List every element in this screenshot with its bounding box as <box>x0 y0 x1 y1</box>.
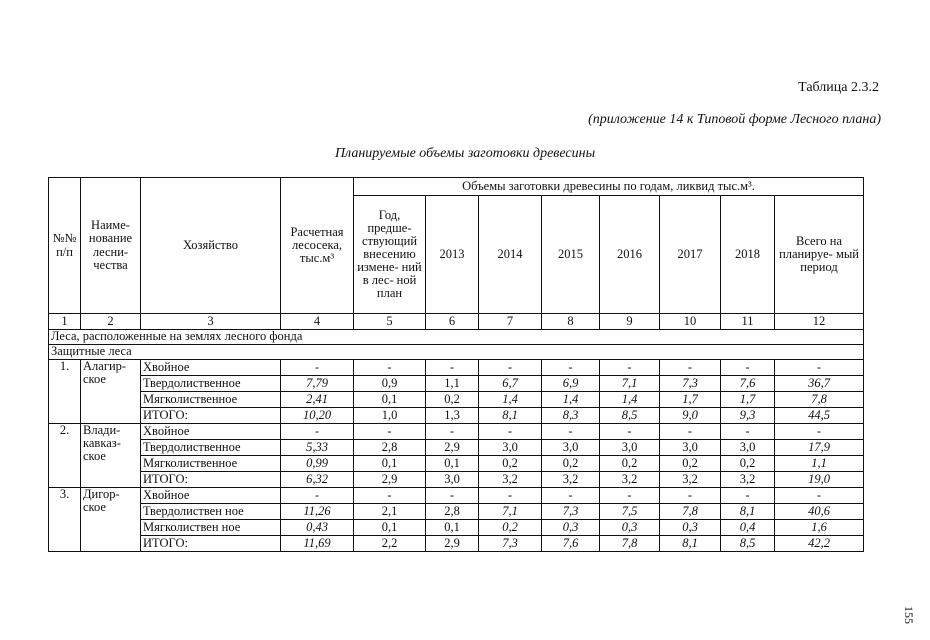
value-cell: - <box>281 424 354 440</box>
row-index: 2. <box>49 424 81 488</box>
farm-type: Хвойное <box>141 488 281 504</box>
value-cell: 0,99 <box>281 456 354 472</box>
value-cell: 0,1 <box>426 520 479 536</box>
column-number: 9 <box>600 314 660 330</box>
value-cell: 19,0 <box>775 472 864 488</box>
header-year: 2014 <box>479 196 542 314</box>
value-cell: 3,2 <box>721 472 775 488</box>
value-cell: 6,7 <box>479 376 542 392</box>
value-cell: 7,3 <box>660 376 721 392</box>
value-cell: 0,2 <box>479 456 542 472</box>
value-cell: 8,1 <box>479 408 542 424</box>
value-cell: 7,1 <box>600 376 660 392</box>
value-cell: 3,0 <box>426 472 479 488</box>
farm-type: Твердолиствен ное <box>141 504 281 520</box>
value-cell: - <box>600 360 660 376</box>
table-row <box>49 536 864 552</box>
header-name: Наиме- нование лесни- чества <box>81 178 141 314</box>
header-household: Хозяйство <box>141 178 281 314</box>
forestry-name: Алагир- ское <box>81 360 141 424</box>
value-cell: 2,1 <box>354 504 426 520</box>
column-numbers-row <box>49 314 864 330</box>
value-cell: - <box>600 488 660 504</box>
value-cell: 7,6 <box>542 536 600 552</box>
table-row <box>49 376 864 392</box>
farm-type: ИТОГО: <box>141 408 281 424</box>
value-cell: 44,5 <box>775 408 864 424</box>
value-cell: - <box>600 424 660 440</box>
value-cell: 7,8 <box>775 392 864 408</box>
value-cell: 3,0 <box>721 440 775 456</box>
value-cell: 7,6 <box>721 376 775 392</box>
value-cell: 3,0 <box>660 440 721 456</box>
farm-type: Мягколиственное <box>141 456 281 472</box>
value-cell: 0,1 <box>426 456 479 472</box>
value-cell: 1,1 <box>426 376 479 392</box>
value-cell: - <box>479 424 542 440</box>
farm-type: ИТОГО: <box>141 536 281 552</box>
value-cell: 7,3 <box>542 504 600 520</box>
value-cell: 11,26 <box>281 504 354 520</box>
section-forest-fund: Леса, расположенные на землях лесного фонда <box>49 330 864 345</box>
header-num: №№ п/п <box>49 178 81 314</box>
value-cell: 2,2 <box>354 536 426 552</box>
harvest-volume-table <box>48 177 864 552</box>
value-cell: 3,0 <box>600 440 660 456</box>
value-cell: 7,1 <box>479 504 542 520</box>
column-number: 4 <box>281 314 354 330</box>
header-prev-year: Год, предше- ствующий внесению измене- ний в лес- ной план <box>354 196 426 314</box>
value-cell: 36,7 <box>775 376 864 392</box>
farm-type: Твердолиственное <box>141 376 281 392</box>
value-cell: 3,2 <box>542 472 600 488</box>
value-cell: 2,9 <box>354 472 426 488</box>
value-cell: - <box>542 360 600 376</box>
value-cell: - <box>721 360 775 376</box>
farm-type: Хвойное <box>141 424 281 440</box>
value-cell: 1,4 <box>600 392 660 408</box>
value-cell: 42,2 <box>775 536 864 552</box>
value-cell: 7,3 <box>479 536 542 552</box>
value-cell: 7,8 <box>660 504 721 520</box>
table-row <box>49 360 864 376</box>
column-number: 5 <box>354 314 426 330</box>
value-cell: 1,7 <box>721 392 775 408</box>
value-cell: - <box>479 488 542 504</box>
value-cell: 0,1 <box>354 520 426 536</box>
value-cell: 0,1 <box>354 392 426 408</box>
column-number: 7 <box>479 314 542 330</box>
value-cell: 1,6 <box>775 520 864 536</box>
value-cell: 8,3 <box>542 408 600 424</box>
value-cell: 1,3 <box>426 408 479 424</box>
table-row <box>49 504 864 520</box>
value-cell: 6,32 <box>281 472 354 488</box>
value-cell: 3,0 <box>542 440 600 456</box>
table-row <box>49 392 864 408</box>
row-index: 1. <box>49 360 81 424</box>
table-row <box>49 424 864 440</box>
forestry-name: Влади- кавказ- ское <box>81 424 141 488</box>
value-cell: - <box>542 488 600 504</box>
section-protective-forests: Защитные леса <box>49 345 864 360</box>
value-cell: 0,2 <box>479 520 542 536</box>
value-cell: 2,9 <box>426 536 479 552</box>
table-row <box>49 472 864 488</box>
value-cell: - <box>660 360 721 376</box>
table-row <box>49 440 864 456</box>
farm-type: Твердолиственное <box>141 440 281 456</box>
value-cell: 2,8 <box>354 440 426 456</box>
header-volumes-group: Объемы заготовки древесины по годам, ликвид тыс.м³. <box>354 178 864 196</box>
value-cell: 7,5 <box>600 504 660 520</box>
value-cell: 1,0 <box>354 408 426 424</box>
value-cell: 1,1 <box>775 456 864 472</box>
header-calc-cut: Расчетная лесосека, тыс.м³ <box>281 178 354 314</box>
value-cell: 40,6 <box>775 504 864 520</box>
header-year: 2018 <box>721 196 775 314</box>
value-cell: - <box>281 360 354 376</box>
value-cell: - <box>281 488 354 504</box>
farm-type: Хвойное <box>141 360 281 376</box>
document-title: Планируемые объемы заготовки древесины <box>334 146 596 161</box>
header-year: 2016 <box>600 196 660 314</box>
value-cell: 1,7 <box>660 392 721 408</box>
value-cell: - <box>660 424 721 440</box>
value-cell: 7,79 <box>281 376 354 392</box>
value-cell: - <box>354 488 426 504</box>
value-cell: 11,69 <box>281 536 354 552</box>
header-year: 2017 <box>660 196 721 314</box>
value-cell: 5,33 <box>281 440 354 456</box>
value-cell: - <box>354 424 426 440</box>
appendix-note: (приложение 14 к Типовой форме Лесного плана) <box>588 112 881 127</box>
value-cell: - <box>775 488 864 504</box>
value-cell: 1,4 <box>542 392 600 408</box>
section-row <box>49 330 864 345</box>
table-row <box>49 488 864 504</box>
column-number: 3 <box>141 314 281 330</box>
value-cell: - <box>426 488 479 504</box>
value-cell: 10,20 <box>281 408 354 424</box>
value-cell: 8,5 <box>721 536 775 552</box>
forestry-name: Дигор- ское <box>81 488 141 552</box>
value-cell: 0,2 <box>542 456 600 472</box>
value-cell: 0,2 <box>426 392 479 408</box>
value-cell: 3,2 <box>479 472 542 488</box>
value-cell: 0,43 <box>281 520 354 536</box>
column-number: 6 <box>426 314 479 330</box>
value-cell: 7,8 <box>600 536 660 552</box>
value-cell: - <box>426 360 479 376</box>
value-cell: 0,3 <box>600 520 660 536</box>
farm-type: Мягколиственное <box>141 392 281 408</box>
value-cell: 0,2 <box>721 456 775 472</box>
row-index: 3. <box>49 488 81 552</box>
value-cell: 2,9 <box>426 440 479 456</box>
value-cell: - <box>542 424 600 440</box>
value-cell: 0,3 <box>660 520 721 536</box>
value-cell: 0,4 <box>721 520 775 536</box>
value-cell: - <box>721 488 775 504</box>
value-cell: 0,2 <box>600 456 660 472</box>
header-total: Всего на планируе- мый период <box>775 196 864 314</box>
value-cell: 2,8 <box>426 504 479 520</box>
column-number: 12 <box>775 314 864 330</box>
section-row <box>49 345 864 360</box>
value-cell: - <box>775 424 864 440</box>
value-cell: - <box>479 360 542 376</box>
value-cell: - <box>721 424 775 440</box>
value-cell: 3,0 <box>479 440 542 456</box>
column-number: 10 <box>660 314 721 330</box>
value-cell: 9,0 <box>660 408 721 424</box>
farm-type: Мягколиствен ное <box>141 520 281 536</box>
column-number: 1 <box>49 314 81 330</box>
value-cell: 8,1 <box>721 504 775 520</box>
header-year: 2013 <box>426 196 479 314</box>
table-label: Таблица 2.3.2 <box>798 80 879 95</box>
value-cell: 2,41 <box>281 392 354 408</box>
value-cell: 17,9 <box>775 440 864 456</box>
value-cell: 8,5 <box>600 408 660 424</box>
table-row <box>49 408 864 424</box>
table-row <box>49 456 864 472</box>
value-cell: 0,1 <box>354 456 426 472</box>
value-cell: 0,2 <box>660 456 721 472</box>
header-year: 2015 <box>542 196 600 314</box>
value-cell: - <box>775 360 864 376</box>
column-number: 11 <box>721 314 775 330</box>
table-row <box>49 520 864 536</box>
value-cell: 3,2 <box>600 472 660 488</box>
page-number: 155 <box>902 606 916 624</box>
column-number: 2 <box>81 314 141 330</box>
value-cell: 9,3 <box>721 408 775 424</box>
value-cell: - <box>426 424 479 440</box>
value-cell: 0,3 <box>542 520 600 536</box>
farm-type: ИТОГО: <box>141 472 281 488</box>
value-cell: 1,4 <box>479 392 542 408</box>
value-cell: 3,2 <box>660 472 721 488</box>
column-number: 8 <box>542 314 600 330</box>
value-cell: 0,9 <box>354 376 426 392</box>
value-cell: - <box>660 488 721 504</box>
value-cell: - <box>354 360 426 376</box>
value-cell: 8,1 <box>660 536 721 552</box>
value-cell: 6,9 <box>542 376 600 392</box>
